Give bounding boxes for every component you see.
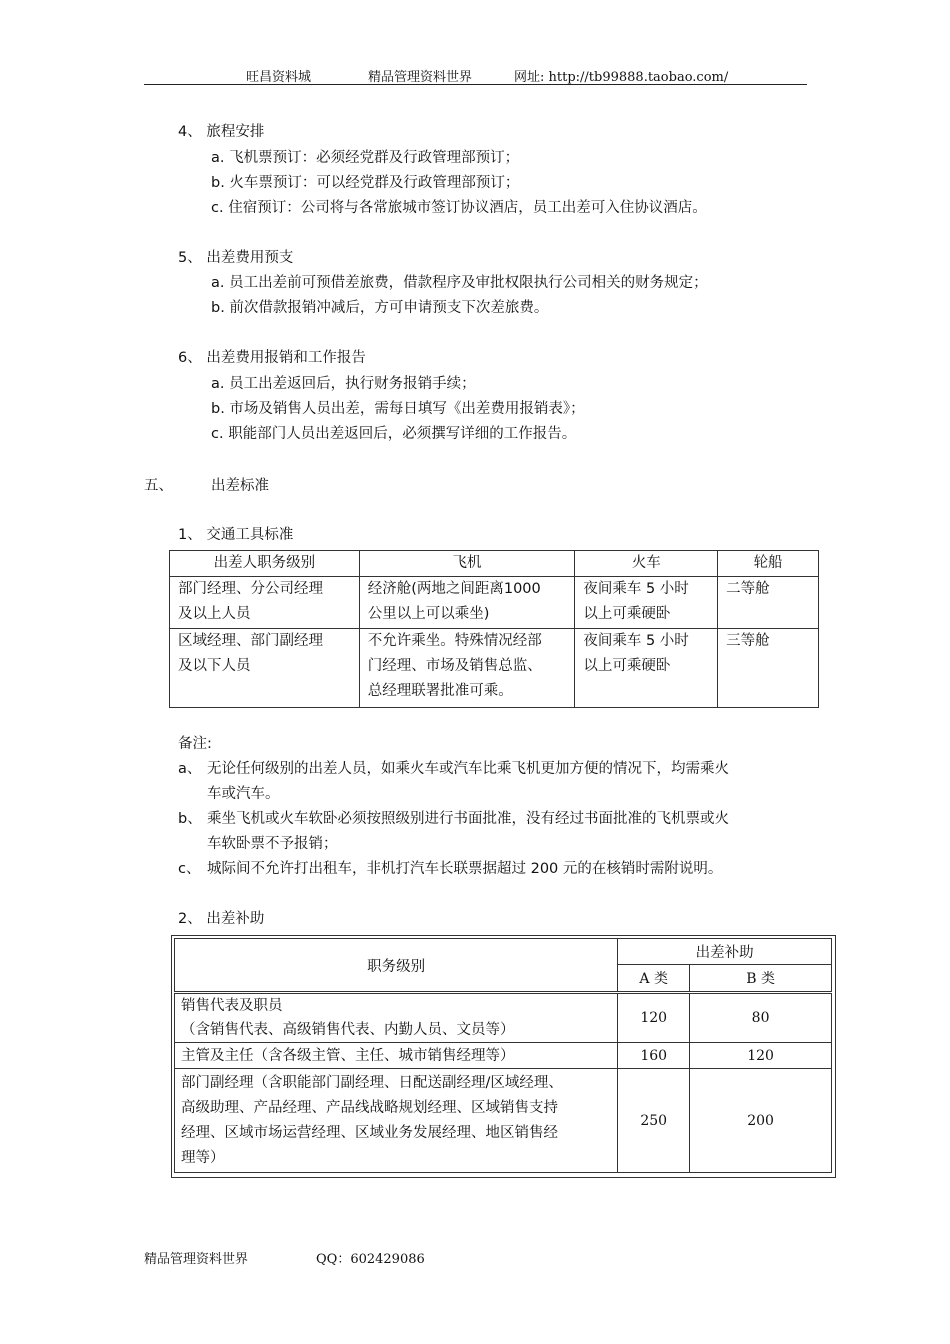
sec4-item-b: b. 火车票预订：可以经党群及行政管理部预订； — [211, 175, 520, 191]
allowance-group-header: 出差补助 — [618, 939, 832, 965]
amount-a-cell: 120 — [618, 993, 690, 1043]
sec6-item-c: c. 职能部门人员出差返回后，必须撰写详细的工作报告。 — [211, 426, 577, 442]
class-a-header: A 类 — [618, 965, 690, 993]
note-a-line1: 无论任何级别的出差人员，如乘火车或汽车比乘飞机更加方便的情况下，均需乘火 — [207, 761, 729, 777]
header-cell: 轮船 — [718, 551, 819, 577]
sec6-item-b: b. 市场及销售人员出差，需每日填写《出差费用报销表》； — [211, 401, 585, 417]
table-row — [175, 993, 832, 1043]
footer-right: QQ：602429086 — [316, 1252, 425, 1267]
note-c-line1: 城际间不允许打出租车，非机打汽车长联票据超过 200 元的在核销时需附说明。 — [207, 861, 723, 877]
header-middle: 精品管理资料世界 — [368, 70, 473, 85]
notes-label: 备注: — [178, 736, 212, 752]
table-cell: 夜间乘车 5 小时 以上可乘硬卧 — [575, 577, 718, 629]
sec6-title: 6、 出差费用报销和工作报告 — [178, 350, 366, 366]
transport-table — [169, 550, 819, 708]
note-c-mark: c、 — [178, 861, 201, 877]
amount-b-cell: 120 — [690, 1043, 832, 1069]
level-cell: 销售代表及职员 （含销售代表、高级销售代表、内勤人员、文员等） — [175, 993, 618, 1043]
sec4-title: 4、 旅程安排 — [178, 124, 265, 140]
sec5-title: 5、 出差费用预支 — [178, 250, 294, 266]
sec5-item-b: b. 前次借款报销冲减后，方可申请预支下次差旅费。 — [211, 300, 549, 316]
chapter-title: 出差标准 — [211, 478, 269, 494]
table-cell: 夜间乘车 5 小时 以上可乘硬卧 — [575, 629, 718, 708]
header-cell: 火车 — [575, 551, 718, 577]
amount-a-cell: 160 — [618, 1043, 690, 1069]
note-b-line1: 乘坐飞机或火车软卧必须按照级别进行书面批准，没有经过书面批准的飞机票或火 — [207, 811, 729, 827]
table-cell: 部门经理、分公司经理 及以上人员 — [170, 577, 360, 629]
table-cell: 不允许乘坐。特殊情况经部 门经理、市场及销售总监、 总经理联署批准可乘。 — [359, 629, 575, 708]
chapter-number: 五、 — [144, 478, 173, 494]
level-cell: 部门副经理（含职能部门副经理、日配送副经理/区域经理、 高级助理、产品经理、产品线战略规划经理、区域销售支持 经理、区域市场运营经理、区域业务发展经理、地区销售经 理等） — [175, 1069, 618, 1173]
table-cell: 二等舱 — [718, 577, 819, 629]
header-cell: 飞机 — [359, 551, 575, 577]
note-a-line2: 车或汽车。 — [207, 786, 280, 802]
header-rule — [144, 84, 807, 85]
transport-title: 1、 交通工具标准 — [178, 527, 294, 543]
table-header-row — [175, 939, 832, 965]
table-cell: 三等舱 — [718, 629, 819, 708]
sec4-item-c: c. 住宿预订：公司将与各常旅城市签订协议酒店，员工出差可入住协议酒店。 — [211, 200, 707, 216]
note-a-mark: a、 — [178, 761, 202, 777]
sec4-item-a: a. 飞机票预订：必须经党群及行政管理部预订； — [211, 150, 520, 166]
sec6-item-a: a. 员工出差返回后，执行财务报销手续； — [211, 376, 476, 392]
header-left: 旺昌资料城 — [246, 70, 312, 85]
note-b-line2: 车软卧票不予报销； — [207, 836, 338, 852]
header-right: 网址: http://tb99888.taobao.com/ — [514, 70, 729, 85]
sec5-item-a: a. 员工出差前可预借差旅费，借款程序及审批权限执行公司相关的财务规定； — [211, 275, 708, 291]
table-cell: 经济舱(两地之间距离1000 公里以上可以乘坐) — [359, 577, 575, 629]
amount-b-cell: 200 — [690, 1069, 832, 1173]
amount-a-cell: 250 — [618, 1069, 690, 1173]
table-cell: 区域经理、部门副经理 及以下人员 — [170, 629, 360, 708]
footer-left: 精品管理资料世界 — [144, 1252, 249, 1267]
level-cell: 主管及主任（含各级主管、主任、城市销售经理等） — [175, 1043, 618, 1069]
table-header-row — [170, 551, 819, 577]
note-b-mark: b、 — [178, 811, 202, 827]
table-row — [175, 1043, 832, 1069]
level-header: 职务级别 — [175, 939, 618, 993]
table-row — [170, 577, 819, 629]
header-cell: 出差人职务级别 — [170, 551, 360, 577]
class-b-header: B 类 — [690, 965, 832, 993]
table-row — [175, 1069, 832, 1173]
table-row — [170, 629, 819, 708]
allowance-table — [174, 938, 832, 1173]
allowance-title: 2、 出差补助 — [178, 911, 265, 927]
amount-b-cell: 80 — [690, 993, 832, 1043]
